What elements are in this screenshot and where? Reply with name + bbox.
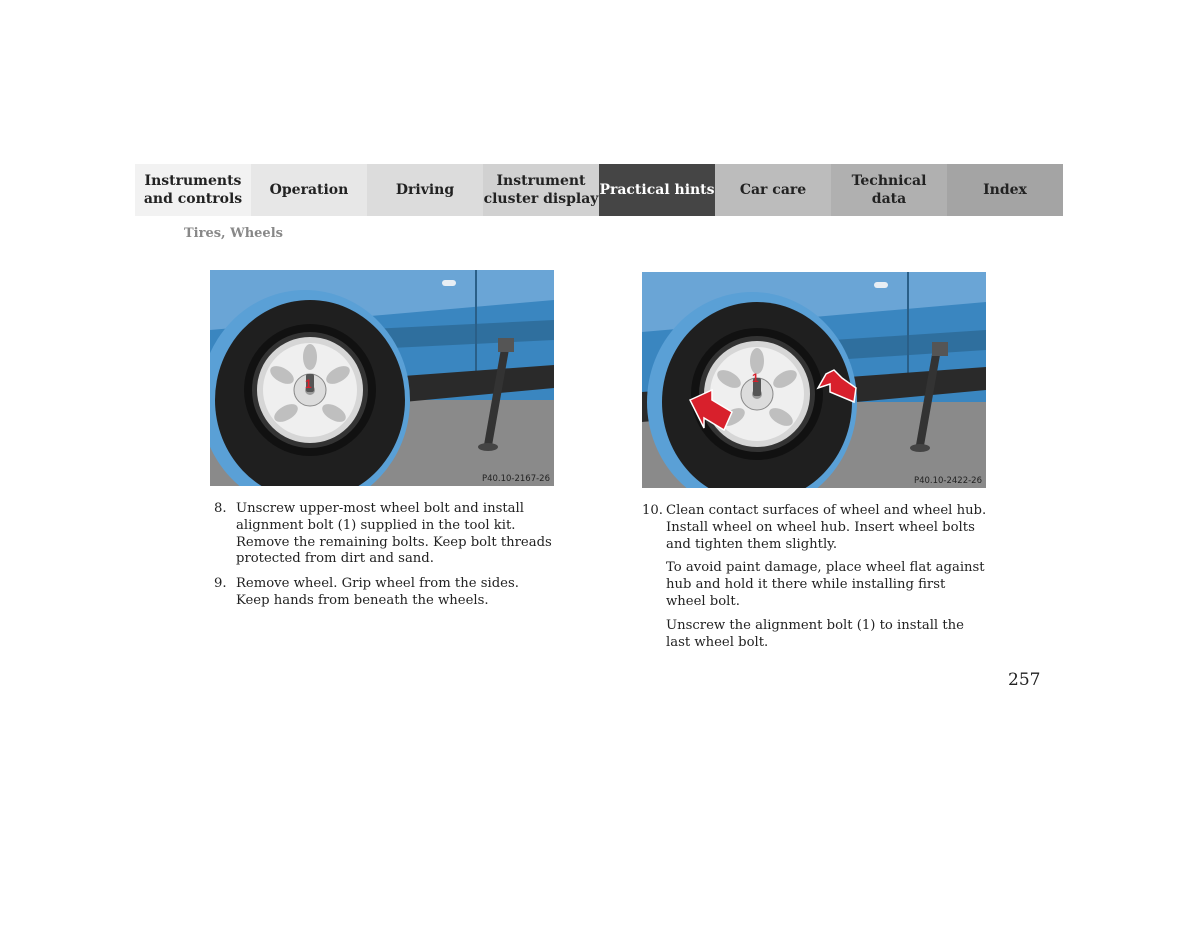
tab-technical-data[interactable]: Technical data <box>831 164 947 216</box>
tab-car-care[interactable]: Car care <box>715 164 831 216</box>
step-9 <box>214 576 554 610</box>
tab-driving[interactable]: Driving <box>367 164 483 216</box>
page-number: 257 <box>1008 670 1041 690</box>
tab-practical-hints[interactable]: Practical hints <box>599 164 715 216</box>
figure-install-wheel <box>642 272 986 488</box>
tab-index[interactable]: Index <box>947 164 1063 216</box>
callout-1: 1 <box>305 377 312 391</box>
chapter-nav <box>135 164 1065 216</box>
car-wheel-illustration <box>210 270 554 486</box>
callout-1: 1 <box>752 371 759 385</box>
tab-operation[interactable]: Operation <box>251 164 367 216</box>
step-text: Unscrew upper-most wheel bolt and install alignment bolt (1) supplied in the tool kit. Remove the remaining bolts. Keep bolt threads protected from dirt and sand. <box>236 501 552 567</box>
figure-remove-wheel <box>210 270 554 486</box>
tab-instruments-and-controls[interactable]: Instruments and controls <box>135 164 251 216</box>
step-number: 10. <box>642 503 663 518</box>
step-number: 9. <box>214 576 227 592</box>
step-note: To avoid paint damage, place wheel flat against hub and hold it there while installing first wheel bolt. <box>666 560 985 609</box>
tab-instrument-cluster-display[interactable]: Instrument cluster display <box>483 164 599 216</box>
section-title: Tires, Wheels <box>184 226 283 241</box>
step-number: 8. <box>214 501 227 516</box>
figure-code: P40.10-2422-26 <box>913 476 982 486</box>
step-text: Remove wheel. Grip wheel from the sides. Keep hands from beneath the wheels. <box>236 576 519 608</box>
car-wheel-arrows-illustration <box>642 272 986 488</box>
step-8 <box>214 501 554 568</box>
step-10 <box>642 503 987 651</box>
left-steps <box>214 501 554 618</box>
right-steps <box>642 503 987 659</box>
figure-code: P40.10-2167-26 <box>481 474 550 484</box>
step-text: Clean contact surfaces of wheel and wheel hub. Install wheel on wheel hub. Insert wheel bolts and tighten them slightly. <box>666 503 987 552</box>
step-note: Unscrew the alignment bolt (1) to install the last wheel bolt. <box>666 617 964 650</box>
